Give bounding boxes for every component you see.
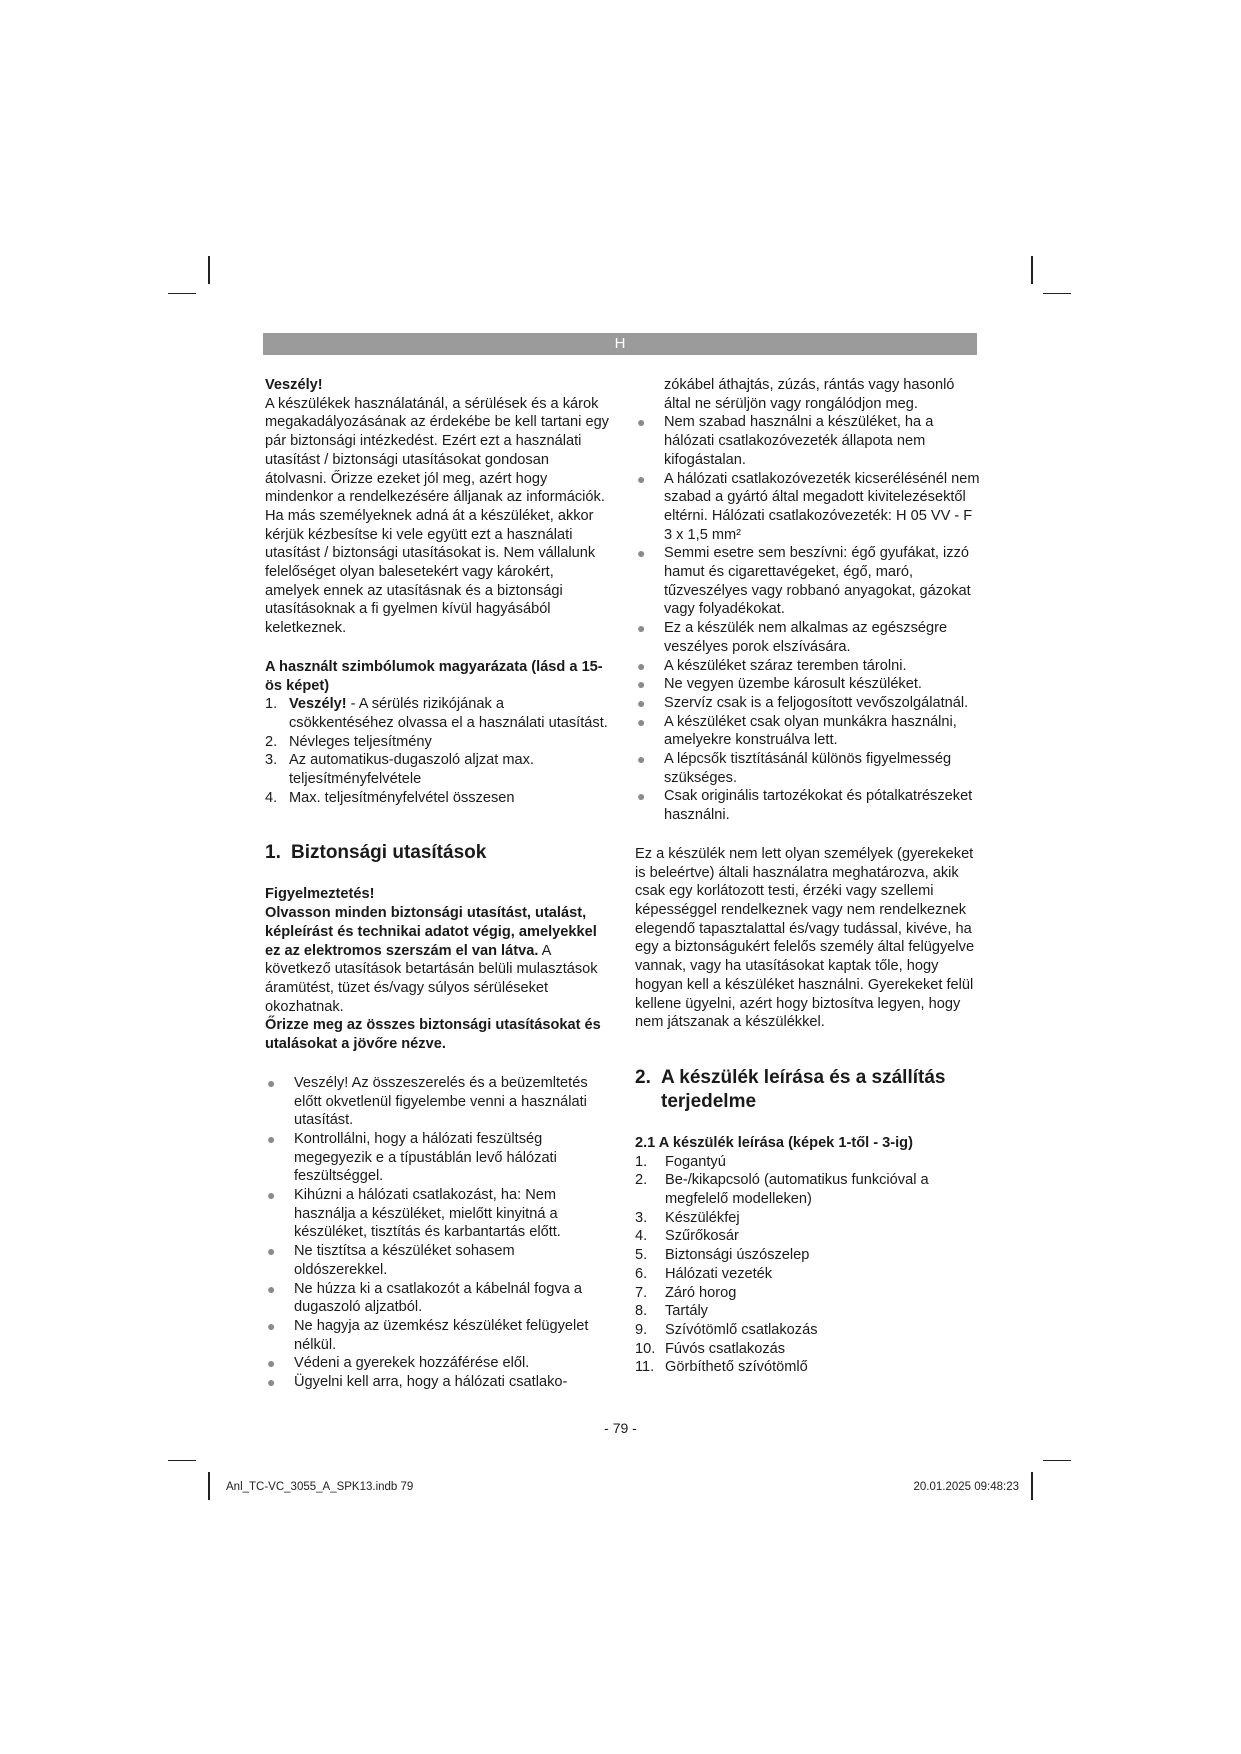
list-item: 2. Be-/kikapcsoló (automatikus funkcióval a megfelelő modelleken) xyxy=(635,1172,929,1208)
crop-mark xyxy=(208,256,210,284)
section-1-heading: 1. Biztonsági utasítások xyxy=(265,842,487,864)
language-tab-label: H xyxy=(614,335,626,352)
list-item: 9. Szívótömlő csatlakozás xyxy=(635,1321,818,1338)
list-item: ● Ne tisztítsa a készüléket sohasem oldószerekkel. xyxy=(267,1243,515,1278)
warning-text: Olvasson minden biztonsági utasítást, utalást, képleírást és technikai adatot végig, amelyekkel ez az elektromos szerszám el van látva. A következő utasítások betartásán belüli mulasztások áramütést, tüzet és/vagy súlyos sérüléseket okozhatnak. xyxy=(265,905,598,1015)
safety-bullet-list xyxy=(265,1074,610,1392)
crop-mark xyxy=(168,293,196,294)
crop-mark xyxy=(168,1460,196,1461)
list-item: 3. Készülékfej xyxy=(635,1209,740,1226)
danger-title: Veszély! xyxy=(265,377,323,393)
list-item: ● Ne hagyja az üzemkész készüléket felügyelet nélkül. xyxy=(267,1317,589,1353)
list-item: 10. Fúvós csatlakozás xyxy=(635,1340,786,1357)
symbol-item: 2. Névleges teljesítmény xyxy=(265,733,432,750)
list-item: ● A készüléket csak olyan munkákra használni, amelyekre konstruálva lett. xyxy=(637,713,957,749)
list-item: ● A hálózati csatlakozóvezeték kicserélésénél nem szabad a gyártó által megadott kivitelezésektől eltérni. Hálózati csatlakozóvezeték: H 05 VV - F 3 x 1,5 mm² xyxy=(637,470,980,543)
symbol-item: 3. Az automatikus-dugaszoló aljzat max. teljesítményfelvétele xyxy=(265,752,534,788)
crop-mark xyxy=(1031,1472,1033,1500)
list-item: 1. Fogantyú xyxy=(635,1153,726,1170)
language-header-bar xyxy=(263,333,977,355)
list-item: ● Semmi esetre sem beszívni: égő gyufákat, izzó hamut és cigarettavégeket, égő, maró, tűzveszélyes vagy robbanó anyagokat, gázokat vagy folyadékokat. xyxy=(637,545,971,618)
list-item: ● Ne húzza ki a csatlakozót a kábelnál fogva a dugaszoló aljzatból. xyxy=(267,1280,582,1316)
list-item: ● Ügyelni kell arra, hogy a hálózati csatlako- xyxy=(267,1374,568,1391)
list-item: 11. Görbíthető szívótömlő xyxy=(635,1359,808,1376)
persons-note: Ez a készülék nem lett olyan személyek (gyerekeket is beleértve) általi használatra meghatározva, akik csak egy korlátozott testi, érzéki vagy szellemi képességgel rendelkeznek vagy nem rendelkeznek elegendő tapasztalattal és/vagy tudással, kivéve, ha egy a biztonságukért felelős személy által felügyelve vannak, vagy ha utasításokat kaptak tőle, hogy hogyan kell a készüléket használni. Gyerekeket felül kellene ügyelni, azért hogy biztosítva legyen, hogy nem játszanak a készülékkel. xyxy=(635,845,975,1031)
page-number: - 79 - xyxy=(604,1420,637,1436)
list-item: 6. Hálózati vezeték xyxy=(635,1265,773,1282)
symbol-item: 1. Veszély! - A sérülés rizikójának a csökkentéséhez olvassa el a használati utasítást. xyxy=(265,696,608,731)
safety-bullet-list-continued xyxy=(635,413,980,824)
list-item: ● Kontrollálni, hogy a hálózati feszültség megegyezik e a típustáblán levő hálózati feszültséggel. xyxy=(267,1130,557,1185)
right-column xyxy=(635,376,980,1377)
subsection-2-1-title: 2.1 A készülék leírása (képek 1-től - 3-ig) xyxy=(635,1134,913,1151)
section-2-heading: 2. A készülék leírása és a szállítás terjedelme xyxy=(635,1066,946,1112)
list-item: ● Ez a készülék nem alkalmas az egészségre veszélyes porok elszívására. xyxy=(637,620,948,655)
list-item: ● A lépcsők tisztításánál különös figyelmesség szükséges. xyxy=(637,751,952,786)
danger-text: A készülékek használatánál, a sérülések és a károk megakadályozásának az érdekébe be kell tartani egy pár biztonsági intézkedést. Ezért ezt a használati utasítást / biztonsági utasításokat gondosan átolvasni. Őrizze ezeket jól meg, azért hogy mindenkor a rendelkezésére álljanak az információk. Ha más személyeknek adná át a készüléket, akkor kérjük kézbesítse ki vele együtt ezt a használati utasítást / biztonsági utasításokat is. Nem vállalunk felelőséget olyan balesetekért vagy károkért, amelyek ennek az utasításnak és a biztonsági utasításoknak a fi gyelmen kívül hagyásából keletkeznek. xyxy=(265,395,609,637)
file-slug: Anl_TC-VC_3055_A_SPK13.indb 79 xyxy=(226,1481,414,1493)
list-item: ● Nem szabad használni a készüléket, ha a hálózati csatlakozóvezeték állapota nem kifogástalan. xyxy=(637,414,934,468)
list-item-continuation: zókábel áthajtás, zúzás, rántás vagy hasonló által ne sérüljön vagy rongálódjon meg. xyxy=(664,377,955,412)
crop-mark xyxy=(208,1472,210,1500)
list-item: ● Védeni a gyerekek hozzáférése elől. xyxy=(267,1355,530,1372)
list-item: ● Veszély! Az összeszerelés és a beüzemltetés előtt okvetlenül figyelembe venni a használati utasítást. xyxy=(267,1074,588,1129)
list-item: ● A készüléket száraz teremben tárolni. xyxy=(637,657,907,674)
list-item: ● Kihúzni a hálózati csatlakozást, ha: Nem használja a készüléket, mielőtt kinyitná a készüléket, tisztítás és karbantartás előtt. xyxy=(267,1187,561,1241)
parts-list xyxy=(635,1153,980,1377)
list-item: ● Csak originális tartozékokat és pótalkatrészeket használni. xyxy=(637,788,973,824)
crop-mark xyxy=(1031,256,1033,284)
crop-mark xyxy=(1043,1460,1071,1461)
crop-mark xyxy=(1043,293,1071,294)
list-item: 8. Tartály xyxy=(635,1303,708,1320)
symbol-item: 4. Max. teljesítményfelvétel összesen xyxy=(265,789,515,806)
print-timestamp: 20.01.2025 09:48:23 xyxy=(913,1481,1019,1493)
list-item: ● Ne vegyen üzembe károsult készüléket. xyxy=(637,676,922,693)
list-item: ● Szervíz csak is a feljogosított vevőszolgálatnál. xyxy=(637,694,969,711)
list-item: 5. Biztonsági úszószelep xyxy=(635,1247,810,1264)
symbols-title: A használt szimbólumok magyarázata (lásd a 15-ös képet) xyxy=(265,658,603,694)
list-item: 4. Szűrőkosár xyxy=(635,1228,739,1245)
warning-title: Figyelmeztetés! xyxy=(265,886,375,903)
symbols-list xyxy=(265,695,610,807)
left-column xyxy=(265,376,610,1392)
keep-instructions-note: Őrizze meg az összes biztonsági utasításokat és utalásokat a jövőre nézve. xyxy=(265,1017,601,1053)
list-item: 7. Záró horog xyxy=(635,1284,737,1301)
